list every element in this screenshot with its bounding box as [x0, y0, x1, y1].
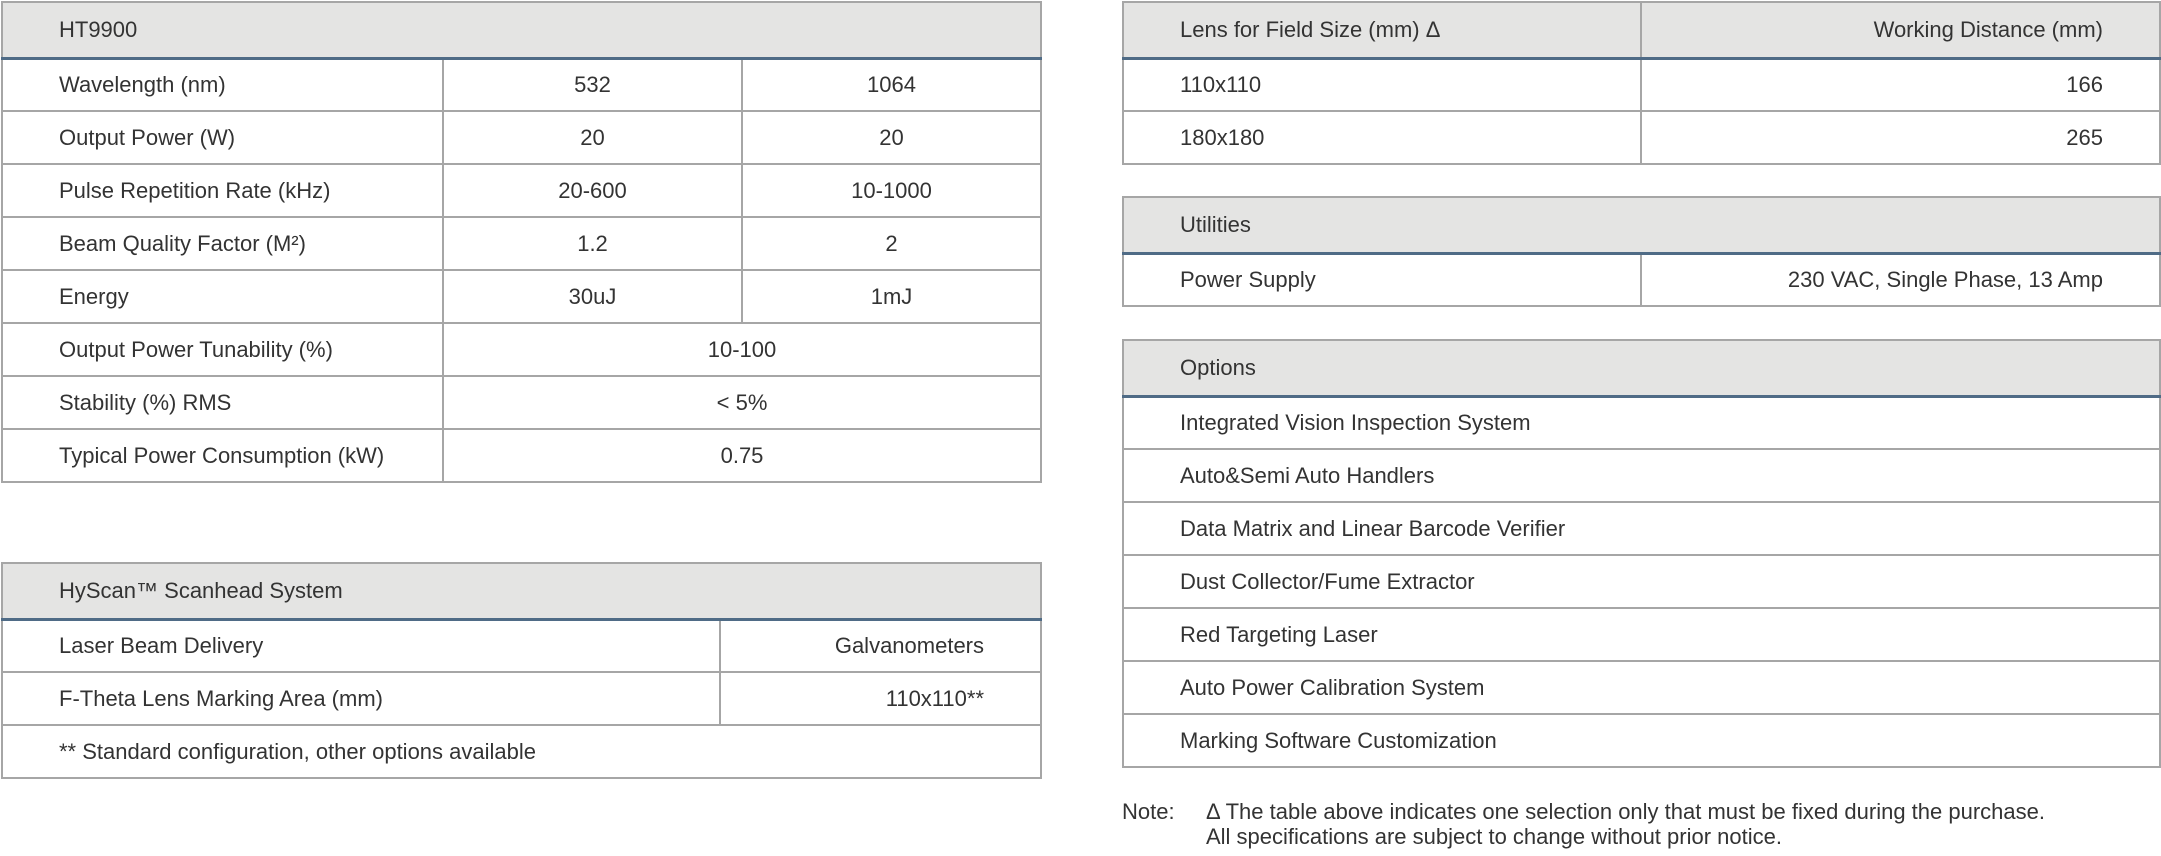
spec-value: 110x110** — [720, 672, 1041, 725]
spec-label: Power Supply — [1123, 253, 1641, 306]
list-item — [1123, 661, 2160, 714]
list-item — [1123, 396, 2160, 449]
option-item: Data Matrix and Linear Barcode Verifier — [1123, 502, 2160, 555]
table-row — [2, 111, 1041, 164]
option-item: Auto Power Calibration System — [1123, 661, 2160, 714]
laser-spec-table — [1, 1, 1042, 483]
utilities-table — [1122, 196, 2161, 307]
table-row — [2, 672, 1041, 725]
working-distance: 265 — [1641, 111, 2160, 164]
spec-label: F-Theta Lens Marking Area (mm) — [2, 672, 720, 725]
scanhead-table — [1, 562, 1042, 779]
table-row — [1123, 58, 2160, 111]
spec-value: 532 — [443, 58, 742, 111]
list-item — [1123, 714, 2160, 767]
spec-value: 2 — [742, 217, 1041, 270]
spec-label: Pulse Repetition Rate (kHz) — [2, 164, 443, 217]
spec-value: 1.2 — [443, 217, 742, 270]
table-header-row — [1123, 2, 2160, 58]
note-text — [1206, 799, 2045, 849]
scanhead-title: HyScan™ Scanhead System — [2, 563, 1041, 619]
option-item: Integrated Vision Inspection System — [1123, 396, 2160, 449]
list-item — [1123, 608, 2160, 661]
spec-label: Beam Quality Factor (M²) — [2, 217, 443, 270]
table-row — [2, 270, 1041, 323]
spec-value: 20-600 — [443, 164, 742, 217]
table-row — [1123, 253, 2160, 306]
table-row — [2, 58, 1041, 111]
table-row — [2, 376, 1041, 429]
table-header-row — [1123, 340, 2160, 396]
spec-value: 10-100 — [443, 323, 1041, 376]
list-item — [1123, 449, 2160, 502]
table-row — [2, 725, 1041, 778]
table-header-row — [1123, 197, 2160, 253]
table-row — [2, 164, 1041, 217]
table-row — [1123, 111, 2160, 164]
option-item: Marking Software Customization — [1123, 714, 2160, 767]
spec-label: Typical Power Consumption (kW) — [2, 429, 443, 482]
lens-field-header: Lens for Field Size (mm) Δ — [1123, 2, 1641, 58]
model-title: HT9900 — [2, 2, 1041, 58]
spec-value: 1mJ — [742, 270, 1041, 323]
table-header-row — [2, 563, 1041, 619]
note-line: Δ The table above indicates one selection only that must be fixed during the purchase. — [1206, 799, 2045, 824]
lens-field-size: 180x180 — [1123, 111, 1641, 164]
spec-value: 20 — [443, 111, 742, 164]
spec-label: Output Power (W) — [2, 111, 443, 164]
options-table — [1122, 339, 2161, 768]
footnote: ** Standard configuration, other options available — [2, 725, 1041, 778]
spec-value: 10-1000 — [742, 164, 1041, 217]
option-item: Red Targeting Laser — [1123, 608, 2160, 661]
spec-label: Output Power Tunability (%) — [2, 323, 443, 376]
utilities-title: Utilities — [1123, 197, 2160, 253]
spec-label: Energy — [2, 270, 443, 323]
spec-label: Wavelength (nm) — [2, 58, 443, 111]
table-row — [2, 323, 1041, 376]
lens-field-size: 110x110 — [1123, 58, 1641, 111]
spec-value: 1064 — [742, 58, 1041, 111]
table-header-row — [2, 2, 1041, 58]
list-item — [1123, 502, 2160, 555]
spec-label: Stability (%) RMS — [2, 376, 443, 429]
spec-value: 230 VAC, Single Phase, 13 Amp — [1641, 253, 2160, 306]
option-item: Auto&Semi Auto Handlers — [1123, 449, 2160, 502]
options-title: Options — [1123, 340, 2160, 396]
spec-value: Galvanometers — [720, 619, 1041, 672]
note-line: All specifications are subject to change without prior notice. — [1206, 824, 1782, 849]
working-distance: 166 — [1641, 58, 2160, 111]
working-distance-header: Working Distance (mm) — [1641, 2, 2160, 58]
spec-value: < 5% — [443, 376, 1041, 429]
table-row — [2, 429, 1041, 482]
spec-value: 0.75 — [443, 429, 1041, 482]
spec-label: Laser Beam Delivery — [2, 619, 720, 672]
table-row — [2, 619, 1041, 672]
lens-table — [1122, 1, 2161, 165]
list-item — [1123, 555, 2160, 608]
note-label: Note: — [1122, 799, 1175, 824]
table-row — [2, 217, 1041, 270]
spec-value: 20 — [742, 111, 1041, 164]
option-item: Dust Collector/Fume Extractor — [1123, 555, 2160, 608]
spec-value: 30uJ — [443, 270, 742, 323]
